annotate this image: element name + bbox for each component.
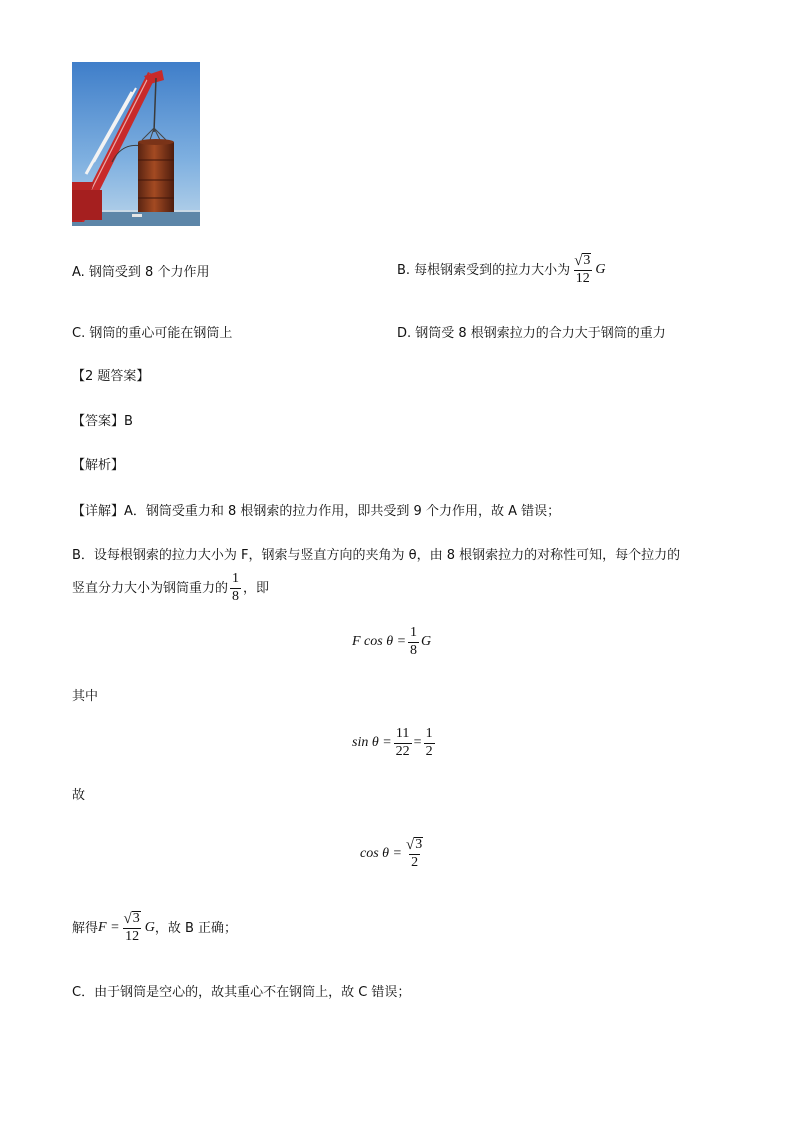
detail-b-line2-suffix: ，即 <box>243 580 270 596</box>
equation-3-fraction: √ 3 2 <box>406 836 423 871</box>
equation-2-numerator-1: 11 <box>395 726 410 741</box>
equation-1 <box>352 626 431 658</box>
equation-2-numerator-2: 1 <box>425 726 433 741</box>
equation-2-equals: = <box>413 735 422 751</box>
equation-1-numerator: 1 <box>410 625 418 640</box>
detail-a-text: 【详解】A．钢筒受重力和 8 根钢索的拉力作用，即共受到 9 个力作用，故 A 错误； <box>72 504 561 519</box>
detail-b-line2-numerator: 1 <box>232 571 240 586</box>
detail-b-line2 <box>72 572 269 604</box>
equation-3 <box>360 837 427 871</box>
answer-section-heading: 【2 题答案】 <box>72 369 150 384</box>
detail-b-line2-denominator: 8 <box>232 588 240 604</box>
result-variable: G <box>144 920 155 936</box>
option-d: D. 钢筒受 8 根钢索拉力的合力大于钢筒的重力 <box>397 326 666 341</box>
equation-2-lhs: sin θ = <box>352 735 392 751</box>
equation-2-denominator-1: 22 <box>395 743 410 759</box>
equation-3-denominator: 2 <box>411 855 419 871</box>
equation-2 <box>352 727 437 759</box>
equation-3-lhs: cos θ = <box>360 846 402 862</box>
option-b-fraction: √ 3 12 <box>574 252 591 287</box>
equation-1-denominator: 8 <box>410 642 418 658</box>
result-fraction: √ 3 12 <box>123 910 140 945</box>
result-line <box>72 911 237 945</box>
result-prefix: 解得 <box>72 920 99 936</box>
equation-2-denominator-2: 2 <box>425 743 433 759</box>
option-b-radicand: 3 <box>583 253 591 268</box>
option-b-variable: G <box>595 262 606 278</box>
option-a: A. 钢筒受到 8 个力作用 <box>72 265 210 280</box>
equation-1-fraction <box>408 626 419 658</box>
option-b <box>397 253 606 287</box>
result-denominator: 12 <box>125 929 140 945</box>
analysis-heading: 【解析】 <box>72 458 125 473</box>
result-lhs: F = <box>98 920 120 936</box>
detail-b-line2-prefix: 竖直分力大小为钢筒重力的 <box>72 580 229 596</box>
equation-1-lhs: F cos θ = <box>352 634 407 650</box>
option-b-denominator: 12 <box>575 271 590 287</box>
result-radicand: 3 <box>132 911 140 926</box>
crane-steel-cylinder-photo <box>72 62 200 226</box>
qizhong-label: 其中 <box>72 689 99 704</box>
option-b-label: B. 每根钢索受到的拉力大小为 <box>397 262 571 278</box>
equation-2-fraction-1 <box>394 727 412 759</box>
detail-b-line1: B．设每根钢索的拉力大小为 F，钢索与竖直方向的夹角为 θ，由 8 根钢索拉力的对称性可知，每个拉力的 <box>72 548 681 563</box>
equation-2-fraction-2 <box>424 727 435 759</box>
equation-3-radicand: 3 <box>415 837 423 852</box>
detail-c-text: C．由于钢筒是空心的，故其重心不在钢筒上，故 C 错误； <box>72 985 411 1000</box>
option-c: C. 钢筒的重心可能在钢筒上 <box>72 326 233 341</box>
equation-1-rhs: G <box>421 634 432 650</box>
detail-b-line2-fraction <box>230 572 241 604</box>
answer-line: 【答案】B <box>72 414 133 429</box>
result-suffix: ，故 B 正确； <box>154 920 238 936</box>
gu-label: 故 <box>72 788 86 803</box>
